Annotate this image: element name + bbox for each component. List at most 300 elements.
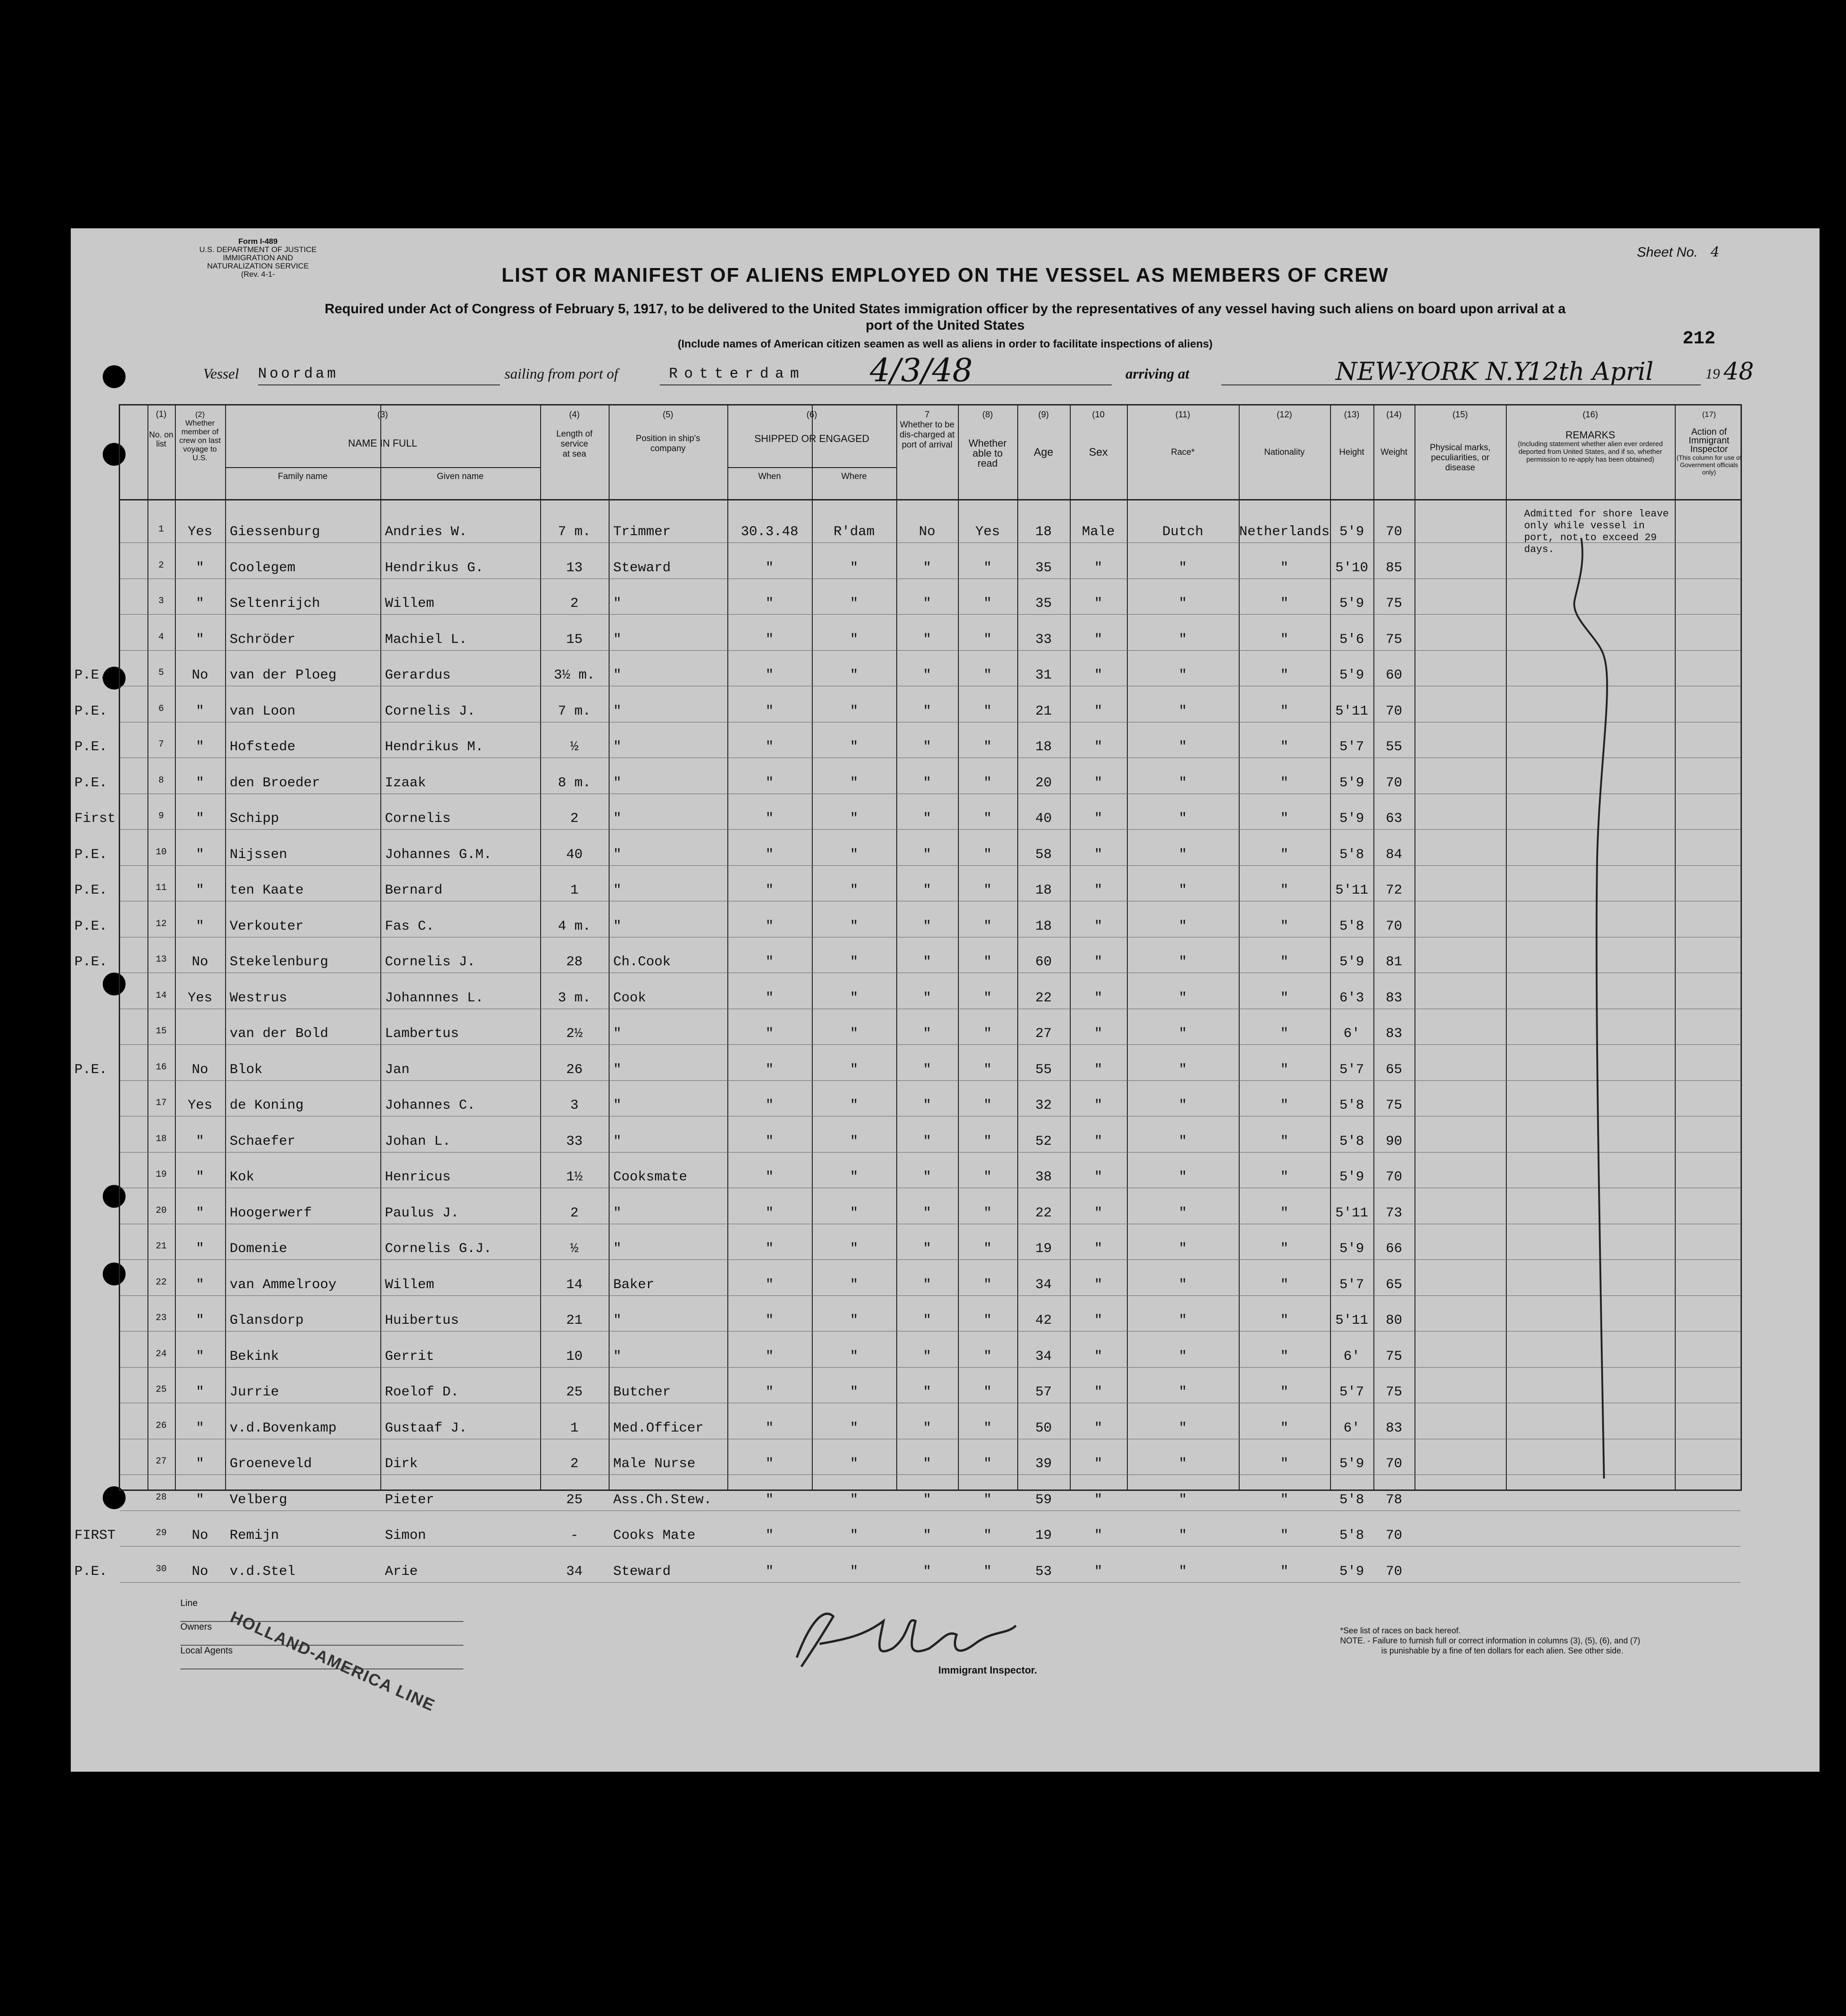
row-rule	[120, 1152, 1741, 1153]
cell-nat: "	[1280, 1169, 1289, 1185]
cell-age: 20	[1035, 775, 1052, 791]
cell-length: 10	[566, 1348, 583, 1364]
cell-age: 18	[1035, 524, 1052, 540]
cell-read: "	[983, 739, 992, 755]
cell-when: "	[765, 1492, 774, 1508]
cell-race: "	[1178, 918, 1187, 934]
form-rev: (Rev. 4-1-	[241, 270, 275, 279]
column-rule	[1506, 405, 1507, 1490]
cell-weight: 70	[1385, 1456, 1402, 1472]
cell-disch: "	[923, 954, 931, 970]
cell-sex: "	[1094, 1205, 1103, 1221]
cell-nat: "	[1280, 1241, 1289, 1257]
cell-position: "	[613, 1133, 622, 1149]
row-rule	[120, 829, 1741, 830]
cell-sex: "	[1094, 703, 1103, 719]
cell-age: 21	[1035, 703, 1052, 719]
col-where-label: Where	[841, 472, 867, 481]
cell-weight: 70	[1385, 775, 1402, 791]
cell-family: Verkouter	[230, 918, 304, 934]
cell-given: Dirk	[385, 1456, 418, 1472]
cell-when: "	[765, 1062, 774, 1078]
cell-disch: "	[923, 1205, 931, 1221]
remarks-ditto-line	[1572, 538, 1636, 1479]
cell-member: "	[195, 596, 204, 611]
cell-family: Glansdorp	[230, 1313, 304, 1328]
cell-given: Huibertus	[385, 1313, 459, 1328]
subheader-rule	[727, 467, 896, 468]
cell-where: "	[850, 668, 858, 683]
cell-weight: 70	[1385, 524, 1402, 540]
col-race-index: (11)	[1175, 410, 1190, 420]
cell-mark: P.E.	[74, 1563, 108, 1579]
cell-family: Blok	[230, 1062, 263, 1078]
cell-read: "	[983, 632, 992, 647]
cell-age: 18	[1035, 739, 1052, 755]
cell-given: Paulus J.	[385, 1205, 459, 1221]
cell-given: Cornelis	[385, 811, 451, 826]
cell-where: "	[850, 954, 858, 970]
cell-race: "	[1178, 632, 1187, 647]
col-no-index: (1)	[156, 410, 167, 419]
cell-position: Steward	[613, 560, 671, 576]
cell-member: "	[195, 739, 204, 755]
cell-family: Westrus	[230, 990, 288, 1006]
cell-nat: "	[1280, 596, 1289, 611]
cell-race: Dutch	[1162, 524, 1204, 540]
cell-when: "	[765, 918, 774, 934]
cell-member: No	[191, 954, 208, 970]
signature-mark	[792, 1603, 1020, 1671]
cell-nat: "	[1280, 1563, 1289, 1579]
vessel-label: Vessel	[203, 365, 239, 382]
cell-no: 11	[155, 883, 167, 893]
cell-read: "	[983, 883, 992, 898]
sheet-number-label	[1637, 244, 1720, 260]
cell-race: "	[1178, 1384, 1187, 1400]
cell-sex: "	[1094, 1169, 1103, 1185]
cell-weight: 83	[1385, 1420, 1402, 1436]
cell-height: 5'10	[1335, 560, 1368, 576]
cell-height: 5'8	[1339, 1133, 1364, 1149]
cell-member: "	[195, 632, 204, 647]
cell-where: "	[850, 1098, 858, 1113]
cell-when: "	[765, 1348, 774, 1364]
cell-age: 18	[1035, 883, 1052, 898]
cell-given: Roelof D.	[385, 1384, 459, 1400]
form-dept: U.S. DEPARTMENT OF JUSTICE	[199, 245, 317, 254]
cell-height: 6'	[1343, 1026, 1360, 1042]
footer-agents-label: Local Agents	[180, 1646, 463, 1669]
cell-position: Cook	[613, 990, 647, 1006]
cell-sex: "	[1094, 1062, 1103, 1078]
col-remarks-note: (Including statement whether alien ever ordered deported from United States, and if so, whether permission to re-apply has been obtained)	[1518, 440, 1663, 463]
cell-where: "	[850, 1313, 858, 1328]
cell-length: ½	[570, 739, 579, 755]
cell-read: "	[983, 1313, 992, 1328]
cell-disch: "	[923, 1169, 931, 1185]
cell-position: "	[613, 847, 622, 863]
col-read-header	[958, 410, 1017, 468]
col-no-label: No. on list	[149, 430, 174, 448]
cell-member: No	[191, 668, 208, 683]
col-length-header	[540, 410, 609, 459]
cell-read: "	[983, 1241, 992, 1257]
year-prefix: 19	[1705, 365, 1720, 382]
cell-no: 16	[155, 1062, 167, 1073]
cell-mark: P.E.	[74, 775, 108, 791]
cell-given: Arie	[385, 1563, 418, 1579]
cell-weight: 70	[1385, 918, 1402, 934]
cell-given: Lambertus	[385, 1026, 459, 1042]
cell-when: "	[765, 954, 774, 970]
cell-weight: 81	[1385, 954, 1402, 970]
cell-age: 39	[1035, 1456, 1052, 1472]
cell-where: "	[850, 560, 858, 576]
col-physical-index: (15)	[1452, 410, 1468, 420]
cell-race: "	[1178, 1528, 1187, 1543]
col-action-index: (17)	[1702, 410, 1716, 419]
col-name-label: NAME IN FULL	[348, 437, 417, 449]
cell-length: 7 m.	[557, 703, 591, 719]
cell-age: 31	[1035, 668, 1052, 683]
cell-read: "	[983, 1456, 992, 1472]
cell-where: "	[850, 739, 858, 755]
cell-where: "	[850, 1169, 858, 1185]
cell-no: 19	[155, 1169, 167, 1180]
cell-sex: Male	[1082, 524, 1115, 540]
cell-weight: 75	[1385, 632, 1402, 647]
cell-disch: "	[923, 1563, 931, 1579]
cell-when: "	[765, 1169, 774, 1185]
cell-given: Cornelis J.	[385, 954, 476, 970]
cell-weight: 83	[1385, 990, 1402, 1006]
cell-weight: 75	[1385, 1098, 1402, 1113]
cell-length: 25	[566, 1492, 583, 1508]
cell-length: 21	[566, 1313, 583, 1328]
cell-family: van der Ploeg	[230, 668, 337, 683]
row-rule	[120, 1259, 1741, 1260]
cell-weight: 80	[1385, 1313, 1402, 1328]
cell-race: "	[1178, 1420, 1187, 1436]
cell-length: 2½	[566, 1026, 583, 1042]
cell-when: "	[765, 1456, 774, 1472]
cell-given: Johannnes L.	[385, 990, 484, 1006]
col-height-header	[1330, 410, 1373, 458]
cell-given: Bernard	[385, 883, 443, 898]
cell-read: "	[983, 1026, 992, 1042]
cell-disch: "	[923, 1241, 931, 1257]
cell-position: "	[613, 811, 622, 826]
cell-nat: "	[1280, 918, 1289, 934]
cell-when: "	[765, 1026, 774, 1042]
cell-given: Johannes G.M.	[385, 847, 492, 863]
cell-nat: "	[1280, 632, 1289, 647]
cell-age: 22	[1035, 1205, 1052, 1221]
cell-race: "	[1178, 1313, 1187, 1328]
cell-no: 18	[155, 1133, 167, 1144]
cell-no: 23	[155, 1313, 167, 1323]
cell-family: Bekink	[230, 1348, 279, 1364]
cell-height: 6'	[1343, 1420, 1360, 1436]
cell-weight: 83	[1385, 1026, 1402, 1042]
cell-when: "	[765, 775, 774, 791]
sheet-number: 4	[1710, 244, 1720, 260]
col-height-index: (13)	[1344, 410, 1360, 420]
col-name-index: (3)	[377, 410, 388, 420]
cell-weight: 78	[1385, 1492, 1402, 1508]
row-rule	[120, 542, 1741, 543]
cell-family: Stekelenburg	[230, 954, 329, 970]
cell-no: 2	[158, 560, 164, 571]
cell-race: "	[1178, 668, 1187, 683]
cell-read: "	[983, 1420, 992, 1436]
cell-nat: "	[1280, 1062, 1289, 1078]
cell-read: "	[983, 1384, 992, 1400]
cell-height: 5'9	[1339, 1241, 1364, 1257]
cell-mark: P.E.	[74, 847, 108, 863]
col-discharged-header	[896, 410, 958, 450]
cell-nat: "	[1280, 1277, 1289, 1293]
cell-nat: "	[1280, 1528, 1289, 1543]
cell-height: 5'8	[1339, 847, 1364, 863]
cell-length: 26	[566, 1062, 583, 1078]
cell-sex: "	[1094, 632, 1103, 647]
cell-disch: "	[923, 1098, 931, 1113]
cell-position: "	[613, 918, 622, 934]
cell-race: "	[1178, 883, 1187, 898]
manifest-sheet	[71, 228, 1820, 1772]
cell-disch: "	[923, 1420, 931, 1436]
cell-no: 9	[158, 811, 164, 821]
cell-when: "	[765, 668, 774, 683]
cell-length: 2	[570, 811, 579, 826]
cell-no: 30	[155, 1563, 167, 1574]
cell-family: Hoogerwerf	[230, 1205, 312, 1221]
cell-position: Ass.Ch.Stew.	[613, 1492, 712, 1508]
col-physical-header	[1415, 410, 1506, 473]
col-weight-index: (14)	[1386, 410, 1402, 420]
cell-family: Seltenrijch	[230, 596, 321, 611]
cell-height: 5'7	[1339, 1062, 1364, 1078]
col-shipped-index: (6)	[806, 410, 817, 420]
cell-nat: "	[1280, 560, 1289, 576]
cell-height: 5'9	[1339, 596, 1364, 611]
col-sex-index: (10	[1092, 410, 1105, 420]
cell-when: "	[765, 1098, 774, 1113]
cell-age: 57	[1035, 1384, 1052, 1400]
cell-member: Yes	[187, 990, 212, 1006]
cell-sex: "	[1094, 847, 1103, 863]
cell-race: "	[1178, 560, 1187, 576]
cell-position: "	[613, 739, 622, 755]
row-rule	[120, 865, 1741, 866]
cell-race: "	[1178, 1241, 1187, 1257]
cell-no: 25	[155, 1384, 167, 1395]
col-family-label: Family name	[278, 472, 328, 481]
cell-no: 17	[155, 1098, 167, 1108]
cell-position: "	[613, 1026, 622, 1042]
cell-disch: "	[923, 990, 931, 1006]
cell-where: "	[850, 811, 858, 826]
cell-height: 5'6	[1339, 632, 1364, 647]
cell-family: Remijn	[230, 1528, 279, 1543]
row-rule	[120, 1295, 1741, 1296]
col-member-header	[175, 410, 225, 462]
col-nationality-label: Nationality	[1264, 447, 1305, 457]
cell-no: 5	[158, 668, 164, 678]
cell-sex: "	[1094, 1098, 1103, 1113]
cell-given: Izaak	[385, 775, 426, 791]
cell-race: "	[1178, 1205, 1187, 1221]
footer-line-label: Line	[180, 1598, 463, 1622]
cell-age: 50	[1035, 1420, 1052, 1436]
cell-sex: "	[1094, 560, 1103, 576]
cell-height: 5'9	[1339, 1456, 1364, 1472]
col-member-label: Whether member of crew on last voyage to U.S.	[179, 419, 221, 462]
cell-family: Kok	[230, 1169, 255, 1185]
cell-mark: P.E.	[74, 739, 108, 755]
cell-disch: "	[923, 560, 931, 576]
cell-sex: "	[1094, 954, 1103, 970]
cell-read: "	[983, 1133, 992, 1149]
col-action-note: (This column for use of Government officials only)	[1676, 454, 1742, 476]
cell-disch: "	[923, 668, 931, 683]
footer-owners-label: Owners	[180, 1622, 463, 1646]
cell-position: Cooks Mate	[613, 1528, 696, 1543]
cell-sex: "	[1094, 775, 1103, 791]
cell-race: "	[1178, 1026, 1187, 1042]
cell-length: 25	[566, 1384, 583, 1400]
cell-position: Trimmer	[613, 524, 671, 540]
col-action-header	[1675, 410, 1743, 476]
header-rule	[120, 499, 1741, 500]
cell-family: Coolegem	[230, 560, 296, 576]
cell-disch: "	[923, 1456, 931, 1472]
cell-height: 5'8	[1339, 1098, 1364, 1113]
cell-weight: 60	[1385, 668, 1402, 683]
col-position-index: (5)	[663, 410, 673, 420]
cell-where: "	[850, 990, 858, 1006]
col-discharged-label: Whether to be dis-charged at port of arrival	[899, 420, 955, 450]
cell-where: "	[850, 1277, 858, 1293]
column-rule	[1675, 405, 1676, 1490]
cell-given: Gustaaf J.	[385, 1420, 468, 1436]
cell-no: 12	[155, 918, 167, 929]
cell-mark: P.E.	[74, 918, 108, 934]
cell-member: "	[195, 1420, 204, 1436]
cell-race: "	[1178, 954, 1187, 970]
cell-disch: "	[923, 1384, 931, 1400]
year: 48	[1724, 358, 1754, 385]
cell-length: 1	[570, 1420, 579, 1436]
sheet-label: Sheet No.	[1637, 245, 1698, 260]
cell-where: "	[850, 1492, 858, 1508]
cell-member: Yes	[187, 1098, 212, 1113]
cell-mark: P.E.	[74, 668, 108, 683]
cell-when: "	[765, 1313, 774, 1328]
col-given-label: Given name	[437, 472, 484, 481]
cell-age: 58	[1035, 847, 1052, 863]
cell-member: "	[195, 1384, 204, 1400]
cell-weight: 55	[1385, 739, 1402, 755]
cell-weight: 63	[1385, 811, 1402, 826]
cell-age: 53	[1035, 1563, 1052, 1579]
cell-height: 5'9	[1339, 1563, 1364, 1579]
cell-weight: 70	[1385, 703, 1402, 719]
cell-nat: "	[1280, 990, 1289, 1006]
cell-nat: "	[1280, 1098, 1289, 1113]
cell-no: 4	[158, 632, 164, 642]
cell-race: "	[1178, 739, 1187, 755]
cell-family: Schipp	[230, 811, 279, 826]
cell-sex: "	[1094, 1528, 1103, 1543]
col-age-index: (9)	[1038, 410, 1049, 420]
penalty-note-1: NOTE. - Failure to furnish full or correct information in columns (3), (5), (6), and (7)	[1340, 1636, 1641, 1645]
cell-weight: 66	[1385, 1241, 1402, 1257]
cell-weight: 90	[1385, 1133, 1402, 1149]
cell-length: 15	[566, 632, 583, 647]
cell-race: "	[1178, 1456, 1187, 1472]
sailing-port: Rotterdam	[669, 365, 805, 382]
cell-member: "	[195, 811, 204, 826]
cell-when: "	[765, 1277, 774, 1293]
col-when-label: When	[758, 472, 781, 481]
row-rule	[120, 1582, 1741, 1583]
col-race-label: Race*	[1171, 447, 1195, 457]
cell-where: "	[850, 596, 858, 611]
column-rule	[609, 405, 610, 1490]
cell-given: Machiel L.	[385, 632, 468, 647]
cell-no: 22	[155, 1277, 167, 1288]
cell-nat: "	[1280, 1456, 1289, 1472]
col-sex-label: Sex	[1089, 446, 1108, 458]
cell-family: Velberg	[230, 1492, 288, 1508]
cell-member: "	[195, 703, 204, 719]
cell-race: "	[1178, 990, 1187, 1006]
cell-when: "	[765, 632, 774, 647]
cell-nat: "	[1280, 883, 1289, 898]
cell-read: "	[983, 990, 992, 1006]
cell-weight: 85	[1385, 560, 1402, 576]
cell-weight: 70	[1385, 1563, 1402, 1579]
cell-length: 3½ m.	[553, 668, 595, 683]
cell-read: "	[983, 1528, 992, 1543]
cell-no: 20	[155, 1205, 167, 1216]
cell-where: "	[850, 883, 858, 898]
cell-read: "	[983, 596, 992, 611]
cell-length: 28	[566, 954, 583, 970]
cell-no: 15	[155, 1026, 167, 1037]
cell-weight: 75	[1385, 1348, 1402, 1364]
cell-height: 5'11	[1335, 1313, 1368, 1328]
cell-read: "	[983, 668, 992, 683]
cell-no: 1	[158, 524, 164, 535]
stamp-number: 212	[1683, 329, 1716, 349]
cell-weight: 70	[1385, 1169, 1402, 1185]
cell-nat: "	[1280, 1492, 1289, 1508]
cell-read: "	[983, 560, 992, 576]
cell-position: "	[613, 1313, 622, 1328]
cell-family: Hofstede	[230, 739, 296, 755]
cell-nat: "	[1280, 1420, 1289, 1436]
cell-given: Willem	[385, 1277, 435, 1293]
cell-member: "	[195, 1456, 204, 1472]
remarks-entry: Admitted for shore leave only while vessel in port, not to exceed 29 days.	[1524, 508, 1669, 555]
cell-sex: "	[1094, 1026, 1103, 1042]
cell-no: 3	[158, 596, 164, 606]
cell-no: 7	[158, 739, 164, 750]
